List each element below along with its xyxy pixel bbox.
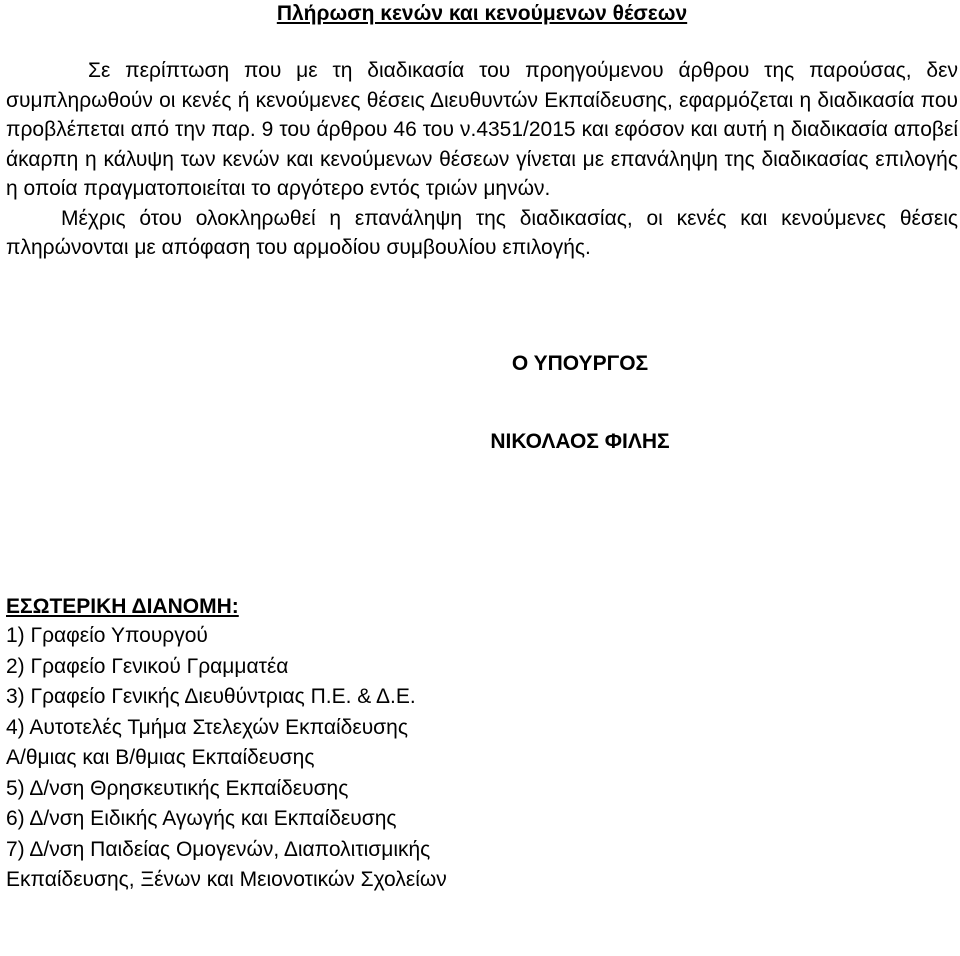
signature-title: Ο ΥΠΟΥΡΓΟΣ [511, 351, 649, 375]
distribution-item: Α/θμιας και Β/θμιας Εκπαίδευσης [6, 746, 315, 769]
distribution-item: 5) Δ/νση Θρησκευτικής Εκπαίδευσης [6, 776, 349, 800]
distribution-item: 2) Γραφείο Γενικού Γραμματέα [6, 654, 289, 678]
paragraph-2: Μέχρις ότου ολοκληρωθεί η επανάληψη της διαδικασίας, οι κενές και κενούμενες θέσεις πληρώνονται με απόφαση του αρμοδίου συμβουλίου επιλογής. [6, 206, 958, 259]
distribution-item: 7) Δ/νση Παιδείας Ομογενών, Διαπολιτισμικής [6, 837, 431, 861]
signature-name: ΝΙΚΟΛΑΟΣ ΦΙΛΗΣ [490, 430, 670, 453]
distribution-item: 1) Γραφείο Υπουργού [6, 624, 208, 647]
distribution-item: Εκπαίδευσης, Ξένων και Μειονοτικών Σχολείων [6, 868, 447, 891]
article-heading: Πλήρωση κενών και κενούμενων θέσεων [276, 2, 688, 25]
document-page [6, 0, 958, 896]
distribution-item: 6) Δ/νση Ειδικής Αγωγής και Εκπαίδευσης [6, 807, 397, 830]
distribution-item: 4) Αυτοτελές Τμήμα Στελεχών Εκπαίδευσης [6, 715, 408, 739]
distribution-heading: ΕΣΩΤΕΡΙΚΗ ΔΙΑΝΟΜΗ: [6, 594, 239, 618]
distribution-item: 3) Γραφείο Γενικής Διευθύντριας Π.Ε. & Δ.Ε. [6, 685, 416, 708]
distribution-list [6, 621, 958, 896]
paragraph-1: Σε περίπτωση που με τη διαδικασία του προηγούμενου άρθρου της παρούσας, δεν συμπληρωθούν οι κενές ή κενούμενες θέσεις Διευθυντών Εκπαίδευσης, εφαρμόζεται η διαδικασία που προβλέπεται από την παρ. 9 του άρθρου 46 του ν.4351/2015 και εφόσον και αυτή η διαδικασία αποβεί άκαρπη η κάλυψη των κενών και κενούμενων θέσεων γίνεται με επανάληψη της διαδικασίας επιλογής η οποία πραγματοποιείται το αργότερο εντός τριών μηνών. [6, 59, 958, 200]
